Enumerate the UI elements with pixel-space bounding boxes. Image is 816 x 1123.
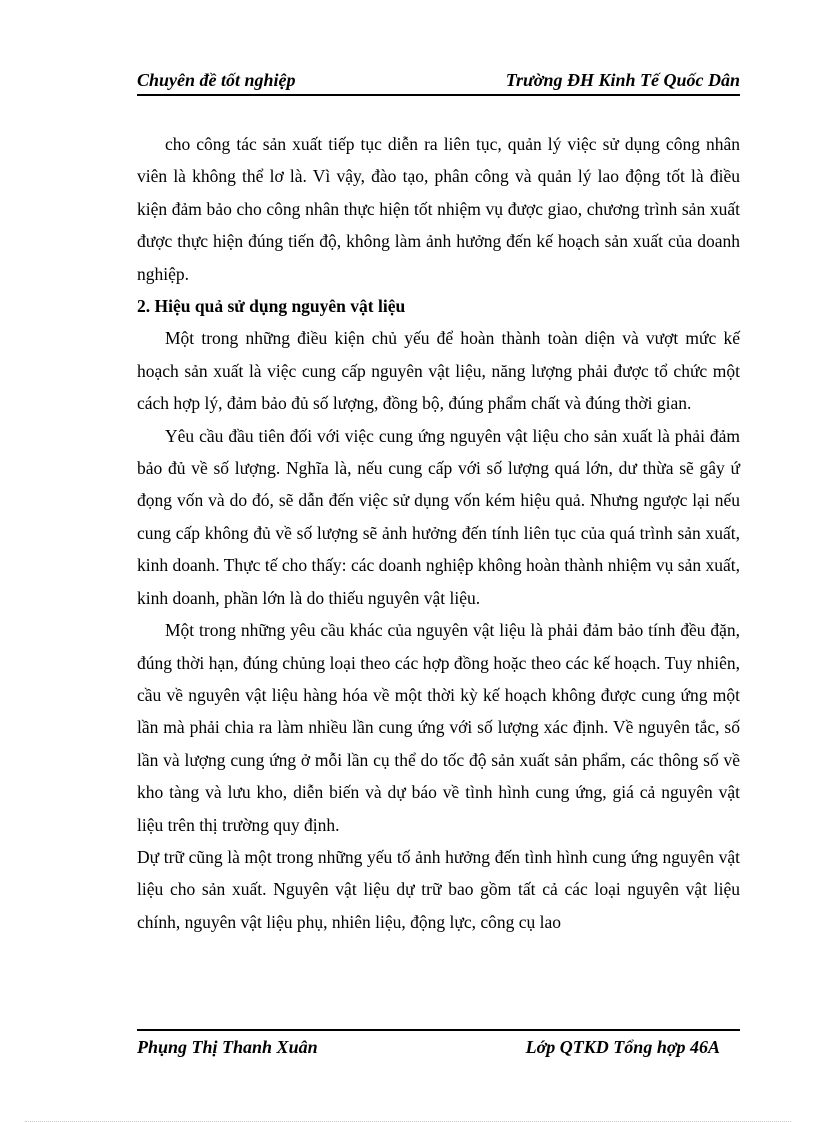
page-body <box>137 128 740 938</box>
body-paragraph: Dự trữ cũng là một trong những yếu tố ảnh hưởng đến tình hình cung ứng nguyên vật liệu cho sản xuất. Nguyên vật liệu dự trữ bao gồm tất cả các loại nguyên vật liệu chính, nguyên vật liệu phụ, nhiên liệu, động lực, công cụ lao <box>137 846 740 932</box>
page-header <box>137 70 740 96</box>
body-paragraph: cho công tác sản xuất tiếp tục diễn ra liên tục, quản lý việc sử dụng công nhân viên là không thể lơ là. Vì vậy, đào tạo, phân công và quản lý lao động tốt là điều kiện đảm bảo cho công nhân thực hiện tốt nhiệm vụ được giao, chương trình sản xuất được thực hiện đúng tiến độ, không làm ảnh hưởng đến kế hoạch sản xuất của doanh nghiệp. <box>137 134 740 284</box>
footer-author: Phụng Thị Thanh Xuân <box>137 1037 318 1057</box>
header-university: Trường ĐH Kinh Tế Quốc Dân <box>505 70 740 90</box>
body-paragraph: Một trong những yêu cầu khác của nguyên vật liệu là phải đảm bảo tính đều đặn, đúng thời hạn, đúng chủng loại theo các hợp đồng hoặc theo các kế hoạch. Tuy nhiên, cầu về nguyên vật liệu hàng hóa về một thời kỳ kế hoạch không được cung ứng một lần mà phải chia ra làm nhiều lần cung ứng với số lượng xác định. Về nguyên tắc, số lần và lượng cung ứng ở mỗi lần cụ thể do tốc độ sản xuất sản phẩm, các thông số về kho tàng và lưu kho, diễn biến và dự báo về tình hình cung ứng, giá cả nguyên vật liệu trên thị trường quy định. <box>137 620 740 835</box>
body-paragraph: Một trong những điều kiện chủ yếu để hoàn thành toàn diện và vượt mức kế hoạch sản xuất là việc cung cấp nguyên vật liệu, năng lượng phải được tổ chức một cách hợp lý, đảm bảo đủ số lượng, đồng bộ, đúng phẩm chất và đúng thời gian. <box>137 328 740 414</box>
footer-class: Lớp QTKD Tổng hợp 46A <box>525 1037 720 1057</box>
header-doc-type: Chuyên đề tốt nghiệp <box>137 70 296 90</box>
page-footer <box>137 1029 740 1061</box>
section-heading: 2. Hiệu quả sử dụng nguyên vật liệu <box>137 296 406 317</box>
body-paragraph: Yêu cầu đầu tiên đối với việc cung ứng nguyên vật liệu cho sản xuất là phải đảm bảo đủ về số lượng. Nghĩa là, nếu cung cấp với số lượng quá lớn, dư thừa sẽ gây ứ đọng vốn và do đó, sẽ dẫn đến việc sử dụng vốn kém hiệu quả. Nhưng ngược lại nếu cung cấp không đủ về số lượng sẽ ảnh hưởng đến tính liên tục của quá trình sản xuất, kinh doanh. Thực tế cho thấy: các doanh nghiệp không hoàn thành nhiệm vụ sản xuất, kinh doanh, phần lớn là do thiếu nguyên vật liệu. <box>137 425 740 608</box>
page-break-divider <box>25 1121 791 1122</box>
